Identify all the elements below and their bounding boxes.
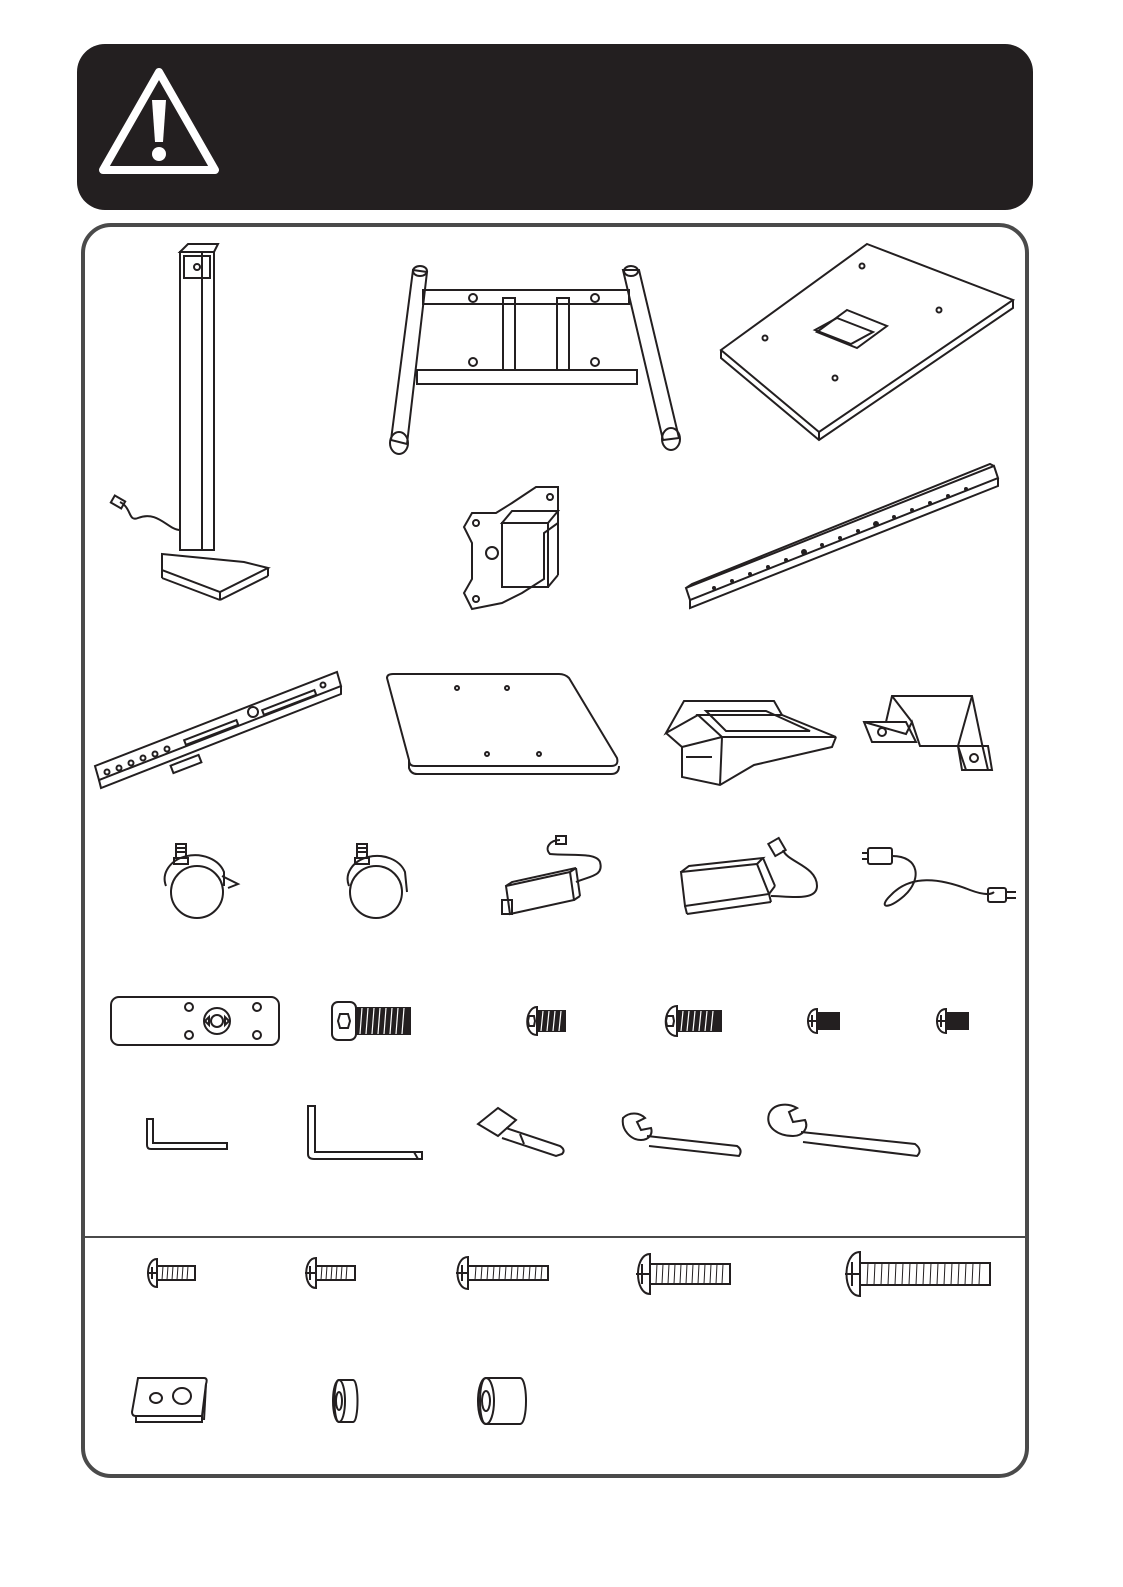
m5-screw-icon	[301, 1256, 357, 1290]
long-m8-screw-icon	[840, 1250, 992, 1298]
shelf-bracket-icon	[662, 697, 840, 789]
warning-triangle-icon	[97, 66, 221, 178]
lifting-column-icon	[108, 240, 278, 605]
small-phillips-screw-b-icon	[932, 1007, 970, 1035]
hand-controller-icon	[109, 995, 281, 1047]
m4-screw-icon	[143, 1257, 197, 1289]
m6-screw-icon	[632, 1252, 732, 1296]
tilt-bracket-icon	[462, 483, 567, 613]
caster-icon	[345, 842, 411, 920]
desktop-plate-icon	[717, 240, 1017, 440]
small-phillips-screw-a-icon	[803, 1007, 841, 1035]
base-frame-icon	[385, 262, 690, 462]
long-button-head-screw-icon	[659, 1004, 723, 1038]
locking-caster-icon	[162, 842, 244, 920]
large-wrench-icon	[765, 1100, 925, 1162]
warning-header	[77, 44, 1033, 210]
large-allen-key-icon	[306, 1104, 426, 1162]
control-box-icon	[500, 836, 608, 926]
cable-tie-icon	[476, 1106, 568, 1158]
washer-plate-icon	[130, 1376, 210, 1424]
socket-head-bolt-icon	[330, 1000, 412, 1042]
small-wrench-icon	[619, 1108, 745, 1160]
long-spacer-icon	[474, 1376, 530, 1426]
power-adapter-icon	[677, 836, 821, 922]
small-allen-key-icon	[145, 1117, 231, 1151]
u-bracket-icon	[862, 692, 992, 774]
short-button-head-screw-icon	[521, 1005, 567, 1037]
mounting-rail-icon	[684, 460, 1000, 610]
power-cord-icon	[860, 844, 1018, 916]
vesa-adapter-bar-icon	[93, 668, 343, 790]
hardware-divider	[85, 1236, 1027, 1238]
shelf-plate-icon	[383, 672, 621, 777]
short-spacer-icon	[329, 1378, 361, 1424]
long-m5-screw-icon	[452, 1255, 550, 1291]
